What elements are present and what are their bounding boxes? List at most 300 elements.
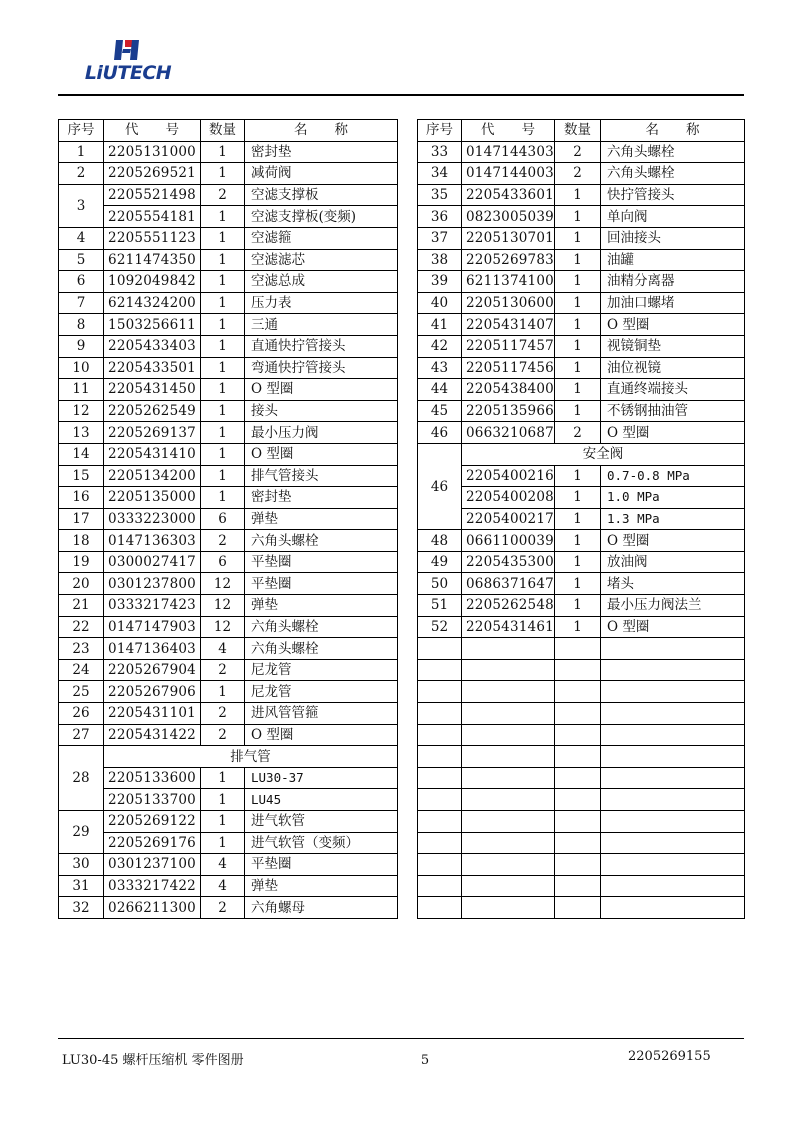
part-code: 2205262549 xyxy=(104,400,201,422)
part-code: 0147136303 xyxy=(104,530,201,552)
part-code: 6214324200 xyxy=(104,292,201,314)
empty-cell xyxy=(462,638,555,660)
part-code: 0266211300 xyxy=(104,897,201,919)
quantity: 2 xyxy=(201,897,245,919)
empty-cell xyxy=(462,811,555,833)
table-row xyxy=(418,443,745,465)
part-code: 2205269137 xyxy=(104,422,201,444)
part-name: 密封垫 xyxy=(245,141,398,163)
item-number: 12 xyxy=(59,400,104,422)
part-code: 2205433403 xyxy=(104,335,201,357)
part-name: 快拧管接头 xyxy=(601,184,745,206)
part-code: 2205400216 xyxy=(462,465,555,487)
part-name: 进气软管（变频） xyxy=(245,832,398,854)
table-row xyxy=(59,681,398,703)
part-code: 2205551123 xyxy=(104,227,201,249)
table-row xyxy=(59,227,398,249)
item-number: 6 xyxy=(59,271,104,293)
part-code: 2205431410 xyxy=(104,443,201,465)
empty-cell xyxy=(601,811,745,833)
item-number: 7 xyxy=(59,292,104,314)
part-code: 2205135966 xyxy=(462,400,555,422)
item-number: 42 xyxy=(418,335,462,357)
quantity: 1 xyxy=(555,184,601,206)
item-number: 24 xyxy=(59,659,104,681)
parts-table-left xyxy=(58,119,398,919)
empty-row xyxy=(418,811,745,833)
item-number: 40 xyxy=(418,292,462,314)
item-number: 46 xyxy=(418,422,462,444)
part-name: 视镜铜垫 xyxy=(601,335,745,357)
part-code: 1092049842 xyxy=(104,271,201,293)
table-row xyxy=(59,379,398,401)
part-name: 排气管接头 xyxy=(245,465,398,487)
item-number: 30 xyxy=(59,854,104,876)
empty-cell xyxy=(462,681,555,703)
item-number: 52 xyxy=(418,616,462,638)
empty-cell xyxy=(555,897,601,919)
part-code: 2205438400 xyxy=(462,379,555,401)
part-code: 6211474350 xyxy=(104,249,201,271)
empty-cell xyxy=(418,746,462,768)
footer-rule xyxy=(58,1038,744,1039)
table-row xyxy=(59,249,398,271)
table-header-row xyxy=(418,120,745,142)
part-name: 六角头螺栓 xyxy=(245,530,398,552)
quantity: 6 xyxy=(201,551,245,573)
quantity: 1 xyxy=(201,379,245,401)
quantity: 1 xyxy=(555,357,601,379)
part-code: 2205435300 xyxy=(462,551,555,573)
part-code: 0147144303 xyxy=(462,141,555,163)
quantity: 1 xyxy=(555,595,601,617)
item-number: 18 xyxy=(59,530,104,552)
quantity: 1 xyxy=(201,141,245,163)
item-number: 31 xyxy=(59,875,104,897)
quantity: 2 xyxy=(555,141,601,163)
part-name: 油精分离器 xyxy=(601,271,745,293)
part-name: 1.0 MPa xyxy=(601,487,745,509)
empty-cell xyxy=(555,811,601,833)
table-row xyxy=(59,206,398,228)
empty-row xyxy=(418,832,745,854)
table-row xyxy=(418,400,745,422)
part-name: O 型圈 xyxy=(601,314,745,336)
quantity: 1 xyxy=(555,292,601,314)
part-name: 弯通快拧管接头 xyxy=(245,357,398,379)
footer-document-title: LU30-45 螺杆压缩机 零件图册 xyxy=(62,1053,244,1068)
quantity: 2 xyxy=(201,703,245,725)
part-code: 2205431450 xyxy=(104,379,201,401)
empty-cell xyxy=(601,659,745,681)
item-number: 10 xyxy=(59,357,104,379)
empty-cell xyxy=(462,897,555,919)
quantity: 4 xyxy=(201,854,245,876)
part-name: 六角头螺栓 xyxy=(245,638,398,660)
part-name: 六角头螺栓 xyxy=(601,163,745,185)
item-number: 38 xyxy=(418,249,462,271)
empty-row xyxy=(418,875,745,897)
empty-cell xyxy=(601,897,745,919)
empty-cell xyxy=(601,724,745,746)
part-code: 2205117457 xyxy=(462,335,555,357)
table-row xyxy=(59,335,398,357)
quantity: 1 xyxy=(201,227,245,249)
part-name: 加油口螺堵 xyxy=(601,292,745,314)
part-code: 0333223000 xyxy=(104,508,201,530)
item-number: 19 xyxy=(59,551,104,573)
empty-cell xyxy=(418,659,462,681)
empty-cell xyxy=(555,638,601,660)
item-number: 49 xyxy=(418,551,462,573)
quantity: 12 xyxy=(201,616,245,638)
quantity: 1 xyxy=(555,573,601,595)
table-row xyxy=(59,487,398,509)
table-row xyxy=(418,206,745,228)
table-row xyxy=(59,141,398,163)
quantity: 1 xyxy=(201,335,245,357)
item-number: 29 xyxy=(59,811,104,854)
part-name: 密封垫 xyxy=(245,487,398,509)
table-row xyxy=(418,314,745,336)
part-code: 2205431407 xyxy=(462,314,555,336)
part-code: 2205117456 xyxy=(462,357,555,379)
table-row xyxy=(59,292,398,314)
empty-cell xyxy=(555,854,601,876)
part-name: O 型圈 xyxy=(601,616,745,638)
empty-row xyxy=(418,638,745,660)
part-code: 0333217423 xyxy=(104,595,201,617)
part-code: 2205269122 xyxy=(104,811,201,833)
table-row xyxy=(418,249,745,271)
part-name: 压力表 xyxy=(245,292,398,314)
part-code: 2205269521 xyxy=(104,163,201,185)
empty-cell xyxy=(555,703,601,725)
quantity: 1 xyxy=(555,379,601,401)
item-number: 16 xyxy=(59,487,104,509)
empty-cell xyxy=(555,875,601,897)
part-name: O 型圈 xyxy=(245,724,398,746)
item-number: 22 xyxy=(59,616,104,638)
item-number: 17 xyxy=(59,508,104,530)
empty-row xyxy=(418,854,745,876)
item-number: 33 xyxy=(418,141,462,163)
part-name: 平垫圈 xyxy=(245,573,398,595)
part-name: 空滤支撑板 xyxy=(245,184,398,206)
quantity: 1 xyxy=(201,249,245,271)
part-name: 平垫圈 xyxy=(245,854,398,876)
item-number: 28 xyxy=(59,746,104,811)
table-row xyxy=(418,292,745,314)
item-number: 50 xyxy=(418,573,462,595)
table-row xyxy=(59,573,398,595)
part-name: 0.7-0.8 MPa xyxy=(601,465,745,487)
part-code: 2205135000 xyxy=(104,487,201,509)
table-row xyxy=(418,141,745,163)
part-code: 0333217422 xyxy=(104,875,201,897)
table-row xyxy=(59,314,398,336)
item-number: 13 xyxy=(59,422,104,444)
quantity: 1 xyxy=(555,335,601,357)
item-number: 9 xyxy=(59,335,104,357)
empty-cell xyxy=(462,854,555,876)
part-code: 6211374100 xyxy=(462,271,555,293)
part-code: 2205133600 xyxy=(104,767,201,789)
item-number: 14 xyxy=(59,443,104,465)
quantity: 1 xyxy=(555,508,601,530)
quantity: 1 xyxy=(555,616,601,638)
table-row xyxy=(418,227,745,249)
empty-row xyxy=(418,897,745,919)
table-row xyxy=(59,184,398,206)
table-row xyxy=(418,551,745,573)
part-name: 进风管管箍 xyxy=(245,703,398,725)
quantity: 1 xyxy=(201,443,245,465)
quantity: 2 xyxy=(555,163,601,185)
part-name: 空滤总成 xyxy=(245,271,398,293)
item-number: 23 xyxy=(59,638,104,660)
part-name: 堵头 xyxy=(601,573,745,595)
quantity: 12 xyxy=(201,573,245,595)
quantity: 1 xyxy=(555,227,601,249)
empty-cell xyxy=(418,854,462,876)
table-row xyxy=(59,616,398,638)
quantity: 1 xyxy=(201,811,245,833)
empty-row xyxy=(418,789,745,811)
quantity: 1 xyxy=(201,487,245,509)
empty-cell xyxy=(555,767,601,789)
part-name: O 型圈 xyxy=(245,443,398,465)
item-number: 45 xyxy=(418,400,462,422)
quantity: 12 xyxy=(201,595,245,617)
item-number: 26 xyxy=(59,703,104,725)
quantity: 1 xyxy=(555,530,601,552)
part-name: 1.3 MPa xyxy=(601,508,745,530)
item-number: 8 xyxy=(59,314,104,336)
part-name: O 型圈 xyxy=(601,422,745,444)
part-name: 三通 xyxy=(245,314,398,336)
empty-cell xyxy=(462,832,555,854)
empty-cell xyxy=(418,832,462,854)
part-name: 最小压力阀法兰 xyxy=(601,595,745,617)
table-row xyxy=(59,551,398,573)
empty-cell xyxy=(601,854,745,876)
empty-cell xyxy=(555,724,601,746)
item-number: 41 xyxy=(418,314,462,336)
empty-cell xyxy=(555,659,601,681)
part-name: 六角螺母 xyxy=(245,897,398,919)
table-row xyxy=(59,595,398,617)
table-header-row xyxy=(59,120,398,142)
quantity: 1 xyxy=(201,465,245,487)
quantity: 2 xyxy=(555,422,601,444)
empty-cell xyxy=(601,703,745,725)
column-header-name: 名 称 xyxy=(601,120,745,142)
company-logo xyxy=(80,38,176,86)
part-name: 尼龙管 xyxy=(245,659,398,681)
part-code: 2205554181 xyxy=(104,206,201,228)
part-code: 2205431422 xyxy=(104,724,201,746)
table-row xyxy=(59,746,398,768)
quantity: 1 xyxy=(555,249,601,271)
item-number: 27 xyxy=(59,724,104,746)
table-row xyxy=(418,379,745,401)
table-row xyxy=(418,357,745,379)
quantity: 1 xyxy=(555,271,601,293)
column-header-no: 序号 xyxy=(418,120,462,142)
empty-row xyxy=(418,703,745,725)
part-code: 0823005039 xyxy=(462,206,555,228)
table-row xyxy=(59,638,398,660)
empty-row xyxy=(418,767,745,789)
table-row xyxy=(418,508,745,530)
empty-cell xyxy=(462,724,555,746)
empty-cell xyxy=(601,767,745,789)
table-row xyxy=(59,724,398,746)
part-code: 0147144003 xyxy=(462,163,555,185)
item-number: 3 xyxy=(59,184,104,227)
empty-cell xyxy=(418,638,462,660)
table-row xyxy=(59,811,398,833)
part-name: LU45 xyxy=(245,789,398,811)
footer-document-code: 2205269155 xyxy=(628,1049,711,1064)
part-code: 0301237800 xyxy=(104,573,201,595)
part-name: O 型圈 xyxy=(601,530,745,552)
part-name: 空滤支撑板(变频) xyxy=(245,206,398,228)
empty-cell xyxy=(601,638,745,660)
empty-row xyxy=(418,724,745,746)
group-heading: 排气管 xyxy=(104,746,398,768)
part-name: 尼龙管 xyxy=(245,681,398,703)
empty-cell xyxy=(418,681,462,703)
part-code: 0301237100 xyxy=(104,854,201,876)
quantity: 1 xyxy=(201,681,245,703)
empty-cell xyxy=(418,703,462,725)
part-code: 2205431101 xyxy=(104,703,201,725)
quantity: 1 xyxy=(555,314,601,336)
table-row xyxy=(418,487,745,509)
table-row xyxy=(418,530,745,552)
table-row xyxy=(59,854,398,876)
column-header-name: 名 称 xyxy=(245,120,398,142)
quantity: 1 xyxy=(201,789,245,811)
part-name: 直通快拧管接头 xyxy=(245,335,398,357)
item-number: 15 xyxy=(59,465,104,487)
table-row xyxy=(59,465,398,487)
item-number: 37 xyxy=(418,227,462,249)
part-code: 2205130701 xyxy=(462,227,555,249)
part-code: 1503256611 xyxy=(104,314,201,336)
item-number: 25 xyxy=(59,681,104,703)
part-code: 2205267904 xyxy=(104,659,201,681)
quantity: 4 xyxy=(201,875,245,897)
part-name: 平垫圈 xyxy=(245,551,398,573)
empty-cell xyxy=(555,746,601,768)
quantity: 4 xyxy=(201,638,245,660)
empty-cell xyxy=(418,767,462,789)
table-row xyxy=(418,271,745,293)
quantity: 1 xyxy=(555,400,601,422)
item-number: 20 xyxy=(59,573,104,595)
table-row xyxy=(418,465,745,487)
footer-page-number: 5 xyxy=(420,1053,430,1068)
quantity: 1 xyxy=(201,314,245,336)
table-row xyxy=(418,422,745,444)
table-row xyxy=(59,767,398,789)
table-row xyxy=(59,357,398,379)
table-row xyxy=(59,508,398,530)
group-heading: 安全阀 xyxy=(462,443,745,465)
item-number: 35 xyxy=(418,184,462,206)
empty-cell xyxy=(601,875,745,897)
item-number: 48 xyxy=(418,530,462,552)
part-name: 弹垫 xyxy=(245,875,398,897)
column-header-code: 代 号 xyxy=(462,120,555,142)
empty-cell xyxy=(462,767,555,789)
item-number: 11 xyxy=(59,379,104,401)
part-name: 进气软管 xyxy=(245,811,398,833)
part-name: 单向阀 xyxy=(601,206,745,228)
item-number: 51 xyxy=(418,595,462,617)
table-row xyxy=(418,573,745,595)
item-number: 32 xyxy=(59,897,104,919)
table-row xyxy=(59,789,398,811)
quantity: 1 xyxy=(555,206,601,228)
item-number: 44 xyxy=(418,379,462,401)
quantity: 1 xyxy=(555,551,601,573)
part-code: 0663210687 xyxy=(462,422,555,444)
table-row xyxy=(59,443,398,465)
part-name: 不锈钢抽油管 xyxy=(601,400,745,422)
item-number: 21 xyxy=(59,595,104,617)
quantity: 1 xyxy=(201,206,245,228)
quantity: 2 xyxy=(201,724,245,746)
empty-cell xyxy=(462,875,555,897)
empty-cell xyxy=(462,659,555,681)
part-code: 2205267906 xyxy=(104,681,201,703)
table-row xyxy=(59,832,398,854)
part-name: LU30-37 xyxy=(245,767,398,789)
quantity: 2 xyxy=(201,184,245,206)
item-number: 2 xyxy=(59,163,104,185)
part-code: 0300027417 xyxy=(104,551,201,573)
empty-cell xyxy=(418,897,462,919)
empty-cell xyxy=(418,875,462,897)
quantity: 1 xyxy=(201,271,245,293)
table-row xyxy=(59,163,398,185)
liutech-logo-mark-icon xyxy=(112,38,142,62)
empty-row xyxy=(418,681,745,703)
part-name: 直通终端接头 xyxy=(601,379,745,401)
part-code: 0147147903 xyxy=(104,616,201,638)
logo-wordmark: LiUTECH xyxy=(84,62,172,84)
item-number: 39 xyxy=(418,271,462,293)
column-header-qty: 数量 xyxy=(201,120,245,142)
part-code: 2205130600 xyxy=(462,292,555,314)
empty-cell xyxy=(601,789,745,811)
part-code: 2205433501 xyxy=(104,357,201,379)
quantity: 1 xyxy=(555,487,601,509)
part-name: 空滤箍 xyxy=(245,227,398,249)
part-name: 减荷阀 xyxy=(245,163,398,185)
quantity: 2 xyxy=(201,659,245,681)
table-row xyxy=(59,875,398,897)
header-rule xyxy=(58,94,744,96)
part-code: 2205131000 xyxy=(104,141,201,163)
quantity: 1 xyxy=(201,292,245,314)
table-row xyxy=(59,400,398,422)
part-code: 0686371647 xyxy=(462,573,555,595)
